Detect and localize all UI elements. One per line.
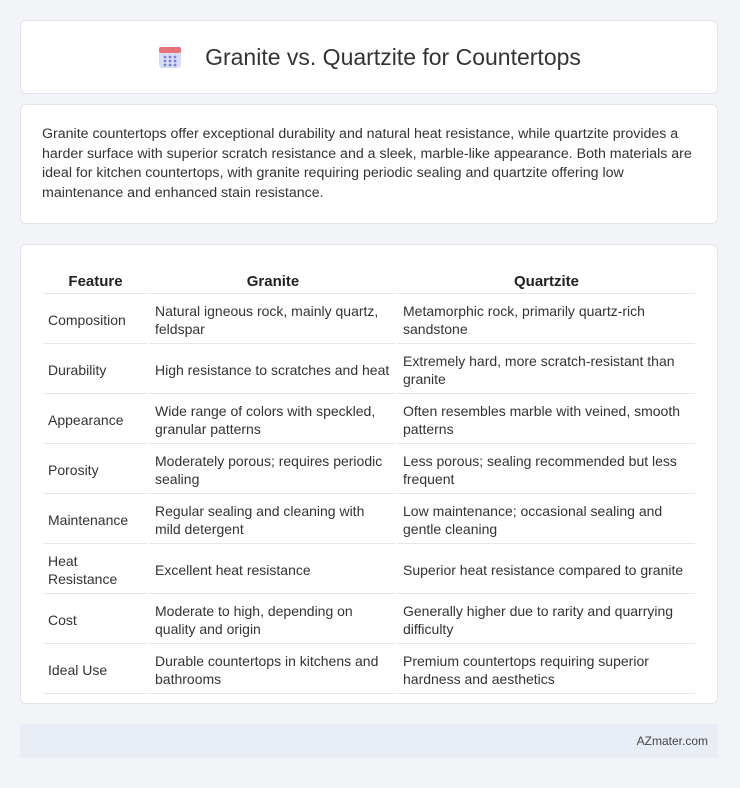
table-row — [43, 396, 695, 444]
granite-cell: Durable countertops in kitchens and bathrooms — [150, 646, 396, 694]
quartzite-cell: Often resembles marble with veined, smooth patterns — [398, 396, 695, 444]
feature-cell: Maintenance — [43, 496, 148, 544]
feature-cell: Ideal Use — [43, 646, 148, 694]
header-quartzite: Quartzite — [398, 267, 695, 294]
calendar-icon — [157, 44, 183, 70]
quartzite-cell: Generally higher due to rarity and quarrying difficulty — [398, 596, 695, 644]
granite-cell: Excellent heat resistance — [150, 546, 396, 594]
table-row — [43, 546, 695, 594]
footer — [20, 724, 718, 758]
quartzite-cell: Less porous; sealing recommended but less frequent — [398, 446, 695, 494]
feature-cell: Durability — [43, 346, 148, 394]
table-row — [43, 346, 695, 394]
page-title: Granite vs. Quartzite for Countertops — [205, 43, 581, 70]
comparison-card — [20, 244, 718, 704]
table-row — [43, 446, 695, 494]
feature-cell: Heat Resistance — [43, 546, 148, 594]
quartzite-cell: Metamorphic rock, primarily quartz-rich sandstone — [398, 296, 695, 344]
footer-brand[interactable]: AZmater.com — [636, 734, 708, 748]
granite-cell: High resistance to scratches and heat — [150, 346, 396, 394]
quartzite-cell: Superior heat resistance compared to granite — [398, 546, 695, 594]
feature-cell: Porosity — [43, 446, 148, 494]
granite-cell: Wide range of colors with speckled, granular patterns — [150, 396, 396, 444]
intro-text: Granite countertops offer exceptional durability and natural heat resistance, while quartzite provides a harder surface with superior scratch resistance and a sleek, marble-like appearance. Both materials are ideal for kitchen countertops, with granite requiring periodic sealing and quartzite offering low maintenance and enhanced stain resistance. — [42, 126, 692, 201]
comparison-table — [41, 265, 697, 696]
table-row — [43, 646, 695, 694]
granite-cell: Moderately porous; requires periodic sealing — [150, 446, 396, 494]
quartzite-cell: Low maintenance; occasional sealing and gentle cleaning — [398, 496, 695, 544]
granite-cell: Natural igneous rock, mainly quartz, feldspar — [150, 296, 396, 344]
feature-cell: Composition — [43, 296, 148, 344]
intro-card — [20, 104, 718, 224]
table-row — [43, 496, 695, 544]
table-row — [43, 596, 695, 644]
table-header-row — [43, 267, 695, 294]
feature-cell: Appearance — [43, 396, 148, 444]
title-card — [20, 20, 718, 94]
header-feature: Feature — [43, 267, 148, 294]
granite-cell: Moderate to high, depending on quality and origin — [150, 596, 396, 644]
header-granite: Granite — [150, 267, 396, 294]
quartzite-cell: Premium countertops requiring superior hardness and aesthetics — [398, 646, 695, 694]
quartzite-cell: Extremely hard, more scratch-resistant than granite — [398, 346, 695, 394]
feature-cell: Cost — [43, 596, 148, 644]
table-row — [43, 296, 695, 344]
granite-cell: Regular sealing and cleaning with mild detergent — [150, 496, 396, 544]
